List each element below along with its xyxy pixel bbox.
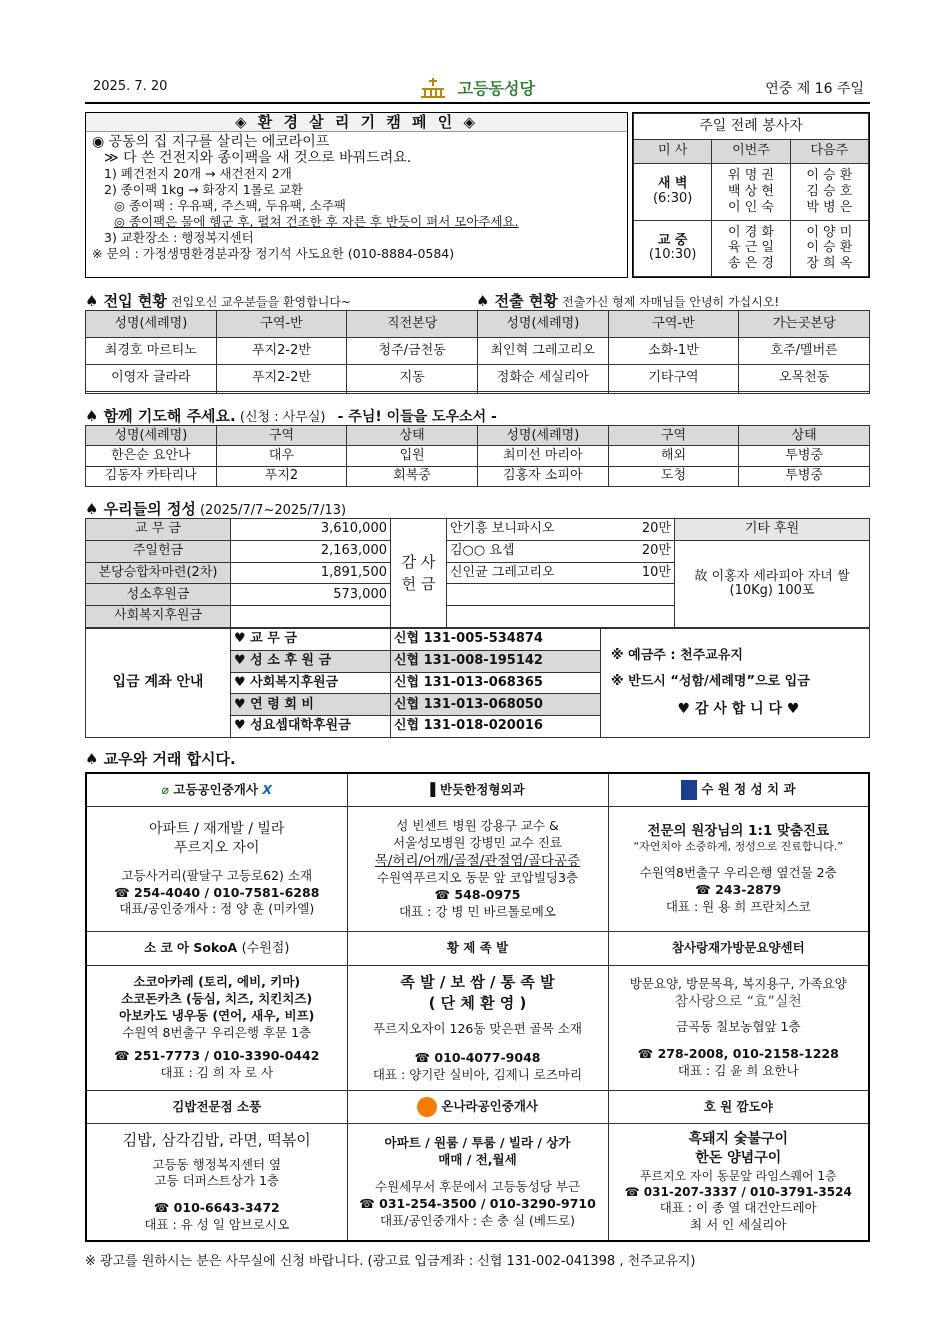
account-fund-name: ♥ 성 소 후 원 금 bbox=[231, 650, 391, 672]
offering-amount: 1,891,500 bbox=[231, 562, 391, 584]
ad-line: 대표 : 유 성 일 암브로시오 bbox=[144, 1217, 290, 1233]
ad-line: 성 빈센트 병원 강용구 교수 & bbox=[396, 817, 559, 833]
dental-logo-icon bbox=[681, 780, 697, 800]
server-name: 박 병 은 bbox=[806, 199, 853, 215]
ad-body bbox=[86, 806, 347, 931]
church-icon bbox=[420, 78, 446, 102]
ad-body bbox=[347, 1124, 608, 1241]
table-row bbox=[86, 446, 870, 466]
campaign-line: ◎ 종이팩 : 우유팩, 주스팩, 두유팩, 소주팩 bbox=[114, 198, 347, 213]
offering-label: 교 무 금 bbox=[86, 519, 231, 541]
ad-name: 참사랑재가방문요양센터 bbox=[608, 932, 869, 965]
cell: 최인혁 그레고리오 bbox=[477, 338, 608, 365]
ad-name-text: 소 코 아 SokoA bbox=[144, 939, 238, 955]
ad-line: 최 서 인 세실리아 bbox=[690, 1217, 787, 1233]
server-name: 이 경 화 bbox=[728, 224, 774, 240]
donor-name: 안기흥 보니파시오 bbox=[450, 521, 555, 537]
ad-line: 푸르지오자이 126동 맞은편 골목 소재 bbox=[373, 1020, 582, 1036]
cell: 정화순 세실리아 bbox=[477, 365, 608, 392]
prayer-request-note: (신청 : 사무실) bbox=[239, 410, 326, 425]
ad-line: 고등사거리(팔달구 고등로62) 소재 bbox=[121, 867, 313, 883]
cell: 푸지2-2반 bbox=[216, 338, 347, 365]
thanks-note: ♥ 감 사 합 니 다 ♥ bbox=[677, 701, 800, 717]
account-guide-label: 입금 계좌 안내 bbox=[86, 629, 231, 738]
offering-heading bbox=[85, 498, 870, 519]
campaign-line: ◉ 공동의 집 지구를 살리는 에코라이프 bbox=[92, 134, 330, 150]
mass-name: 새 벽 bbox=[657, 176, 688, 192]
server-name: 이 양 미 bbox=[806, 224, 853, 240]
account-number: 신협 131-018-020016 bbox=[391, 716, 601, 738]
donor-name: 김○○ 요셉 bbox=[450, 543, 515, 559]
ad-body bbox=[86, 1124, 347, 1241]
account-number: 신협 131-013-068050 bbox=[391, 694, 601, 716]
offering-title: ♠ 우리들의 정성 bbox=[85, 500, 196, 518]
servers-row bbox=[634, 220, 869, 277]
offering-amount: 3,610,000 bbox=[231, 519, 391, 541]
ad-name: 김밥전문점 소풍 bbox=[86, 1091, 347, 1124]
mass-time: (10:30) bbox=[648, 247, 697, 263]
leaf-icon: ⌀ bbox=[161, 781, 170, 797]
ad-line: ☎ 031-254-3500 / 010-3290-9710 bbox=[359, 1195, 596, 1211]
mass-time: (6:30) bbox=[652, 190, 693, 206]
col-header: 성명(세례명) bbox=[86, 311, 217, 338]
cell: 해외 bbox=[608, 446, 739, 466]
campaign-line: 3) 교환장소 : 행정복지센터 bbox=[104, 230, 254, 245]
ad-line: 서울성모병원 강병민 교수 진료 bbox=[393, 834, 562, 850]
account-fund-name: ♥ 성요셉대학후원금 bbox=[231, 716, 391, 738]
ads-title: ♠ 교우와 거래 합시다. bbox=[85, 750, 236, 768]
cell: 청주/금천동 bbox=[347, 338, 478, 365]
donor-amount: 20만 bbox=[641, 543, 671, 559]
cell: 푸지2-2반 bbox=[216, 365, 347, 392]
ad-line: 참사랑으로 “효”실천 bbox=[674, 993, 802, 1010]
move-table bbox=[85, 310, 870, 394]
col-header: 가는곳본당 bbox=[739, 311, 870, 338]
ad-line: ☎ 254-4040 / 010-7581-6288 bbox=[114, 884, 320, 900]
ad-line: 금곡동 칠보농협앞 1층 bbox=[675, 1019, 801, 1035]
cell: 대우 bbox=[216, 446, 347, 466]
ad-line: ☎ 278-2008, 010-2158-1228 bbox=[637, 1046, 839, 1062]
ad-line: ☎ 031-207-3337 / 010-3791-3524 bbox=[624, 1185, 852, 1200]
cell: 한은순 요안나 bbox=[86, 446, 217, 466]
ad-line: 대표 : 양기란 실비아, 김제니 로즈마리 bbox=[372, 1066, 583, 1082]
ad-body bbox=[86, 965, 347, 1090]
cell: 지동 bbox=[347, 365, 478, 392]
server-name: 이 인 숙 bbox=[728, 199, 774, 215]
server-name: 이 승 환 bbox=[806, 168, 853, 184]
prayer-title: ♠ 함께 기도해 주세요. bbox=[85, 407, 236, 425]
ad-line: ☎ 243-2879 bbox=[695, 882, 782, 898]
donor-amount: 10만 bbox=[641, 564, 671, 580]
ad-line: 전문의 원장님의 1:1 맞춤진료 bbox=[647, 823, 830, 840]
offering-amount bbox=[231, 606, 391, 628]
ad-line: 대표 : 김 희 자 로 사 bbox=[160, 1064, 274, 1080]
moveout-title: ♠ 전출 현황 bbox=[476, 292, 558, 310]
server-name: 육 근 일 bbox=[728, 240, 774, 256]
col-header: 구역 bbox=[216, 426, 347, 446]
server-name: 백 상 현 bbox=[728, 183, 774, 199]
ad-name bbox=[347, 1091, 608, 1124]
thanks-offering-label: 감 사 헌 금 bbox=[391, 519, 447, 628]
ad-line: 흑돼지 숯불구이 bbox=[688, 1131, 789, 1148]
cell: 투병중 bbox=[739, 446, 870, 466]
moveout-subtitle: 전출가신 형제 자매님들 안녕히 가십시오! bbox=[562, 295, 780, 309]
servers-row bbox=[634, 164, 869, 221]
ad-line: 고등 더퍼스트상가 1층 bbox=[154, 1173, 280, 1189]
ad-line: 아보카도 냉우동 (연어, 새우, 비프) bbox=[119, 1007, 315, 1023]
movein-title: ♠ 전입 현황 bbox=[85, 292, 167, 310]
table-row bbox=[86, 365, 870, 392]
ad-branch: (수원점) bbox=[241, 940, 290, 956]
col-header: 구역-반 bbox=[216, 311, 347, 338]
ad-line: 소코돈카츠 (등심, 치즈, 치킨치즈) bbox=[121, 991, 313, 1007]
servers-col-this: 이번주 bbox=[712, 140, 790, 164]
table-row bbox=[86, 392, 870, 394]
server-name: 장 희 옥 bbox=[806, 256, 853, 272]
ad-line: 족 발 / 보 쌈 / 통 족 발 bbox=[400, 973, 555, 992]
ad-name-text: 고등공인중개사 bbox=[173, 781, 258, 797]
col-header: 성명(세례명) bbox=[86, 426, 217, 446]
ad-line: 한돈 양념구이 bbox=[695, 1150, 782, 1167]
ad-line: 매매 / 전,월세 bbox=[438, 1151, 517, 1167]
campaign-title: ◈ 환 경 살 리 기 캠 페 인 ◈ bbox=[86, 113, 627, 132]
account-number: 신협 131-005-534874 bbox=[391, 629, 601, 651]
donor-amount: 20만 bbox=[641, 521, 671, 537]
deposit-name-note: ※ 반드시 “성함/세례명”으로 입금 bbox=[611, 674, 810, 689]
col-header: 직전본당 bbox=[347, 311, 478, 338]
ad-name bbox=[608, 773, 869, 806]
table-row bbox=[86, 466, 870, 486]
offering-label: 주일헌금 bbox=[86, 540, 231, 562]
ad-name-text: 수 원 정 성 치 과 bbox=[701, 781, 796, 797]
environment-campaign-box bbox=[85, 112, 628, 278]
campaign-line: 2) 종이팩 1kg → 화장지 1롤로 교환 bbox=[104, 182, 303, 197]
ad-name bbox=[86, 773, 347, 806]
cell: 기타구역 bbox=[608, 365, 739, 392]
account-guide-table bbox=[85, 628, 870, 738]
col-header: 상태 bbox=[347, 426, 478, 446]
liturgical-week: 연중 제 16 주일 bbox=[765, 81, 864, 97]
offering-amount: 573,000 bbox=[231, 584, 391, 606]
offering-label: 사회복지후원금 bbox=[86, 606, 231, 628]
account-fund-name: ♥ 연 령 회 비 bbox=[231, 694, 391, 716]
ad-name-text: 호 원 깜도야 bbox=[703, 1098, 773, 1114]
moveout-heading bbox=[476, 290, 870, 311]
ad-line: ☎ 251-7773 / 010-3390-0442 bbox=[114, 1047, 320, 1063]
cell: 도청 bbox=[608, 466, 739, 486]
col-header: 구역 bbox=[608, 426, 739, 446]
cell: 오목천동 bbox=[739, 365, 870, 392]
ad-line: 대표 : 이 종 열 대건안드레아 bbox=[659, 1200, 817, 1216]
ad-line: 대표/공인중개사 : 정 양 훈 (미카엘) bbox=[119, 901, 315, 917]
ad-line: ☎ 010-4077-9048 bbox=[414, 1049, 541, 1065]
col-header: 구역-반 bbox=[608, 311, 739, 338]
server-name: 송 은 경 bbox=[728, 256, 774, 272]
campaign-line: 1) 폐건전지 20개 → 새건전지 2개 bbox=[104, 166, 292, 181]
ads-footer-note: ※ 광고를 원하시는 분은 사무실에 신청 바랍니다. (광고료 입금계좌 : 신협 131-002-041398 , 천주교유지) bbox=[85, 1254, 696, 1269]
ad-line: 수원역8번출구 우리은행 옆건물 2층 bbox=[639, 865, 837, 881]
ad-name bbox=[347, 773, 608, 806]
ad-line: 대표/공인중개사 : 손 충 실 (베드로) bbox=[379, 1212, 576, 1228]
other-support-text: 故 이홍자 세라피아 자녀 쌀(10Kg) 100포 bbox=[675, 540, 870, 627]
donor-name: 신인균 그레고리오 bbox=[450, 564, 555, 580]
servers-col-mass: 미 사 bbox=[634, 140, 712, 164]
col-header: 성명(세례명) bbox=[477, 426, 608, 446]
prayer-table bbox=[85, 425, 870, 487]
cell: 푸지2 bbox=[216, 466, 347, 486]
server-name: 이 승 환 bbox=[806, 240, 853, 256]
cell: 투병중 bbox=[739, 466, 870, 486]
ad-line: ( 단 체 환 영 ) bbox=[428, 993, 527, 1012]
ad-line: “자연치아 소중하게, 정성으로 진료합니다.” bbox=[633, 840, 844, 854]
ad-line: 목/허리/어깨/골절/관절염/골다공증 bbox=[374, 852, 581, 869]
offering-table bbox=[85, 518, 870, 628]
campaign-line: ≫ 다 쓴 건전지와 종이팩을 새 것으로 바꿔드려요. bbox=[104, 150, 412, 166]
servers-col-next: 다음주 bbox=[790, 140, 868, 164]
server-name: 위 명 권 bbox=[728, 168, 774, 184]
ad-line: 푸르지오 자이 동문앞 라임스퀘어 1층 bbox=[639, 1169, 837, 1184]
ad-name-text: 반듯한정형외과 bbox=[440, 781, 525, 797]
liturgy-servers-box bbox=[632, 112, 870, 278]
cell: 최미선 마리아 bbox=[477, 446, 608, 466]
ad-name bbox=[86, 932, 347, 965]
ad-line: 대표 : 강 병 민 바르톨로메오 bbox=[399, 903, 556, 919]
ad-body bbox=[608, 965, 869, 1090]
parish-name: 고등동성당 bbox=[457, 79, 535, 98]
ad-line: 김밥, 삼각김밥, 라면, 떡볶이 bbox=[122, 1131, 311, 1150]
ads-grid bbox=[85, 772, 870, 1242]
cell: 회복중 bbox=[347, 466, 478, 486]
col-header: 성명(세례명) bbox=[477, 311, 608, 338]
cell: 최경호 마르티노 bbox=[86, 338, 217, 365]
offering-label: 본당승합차마련(2차) bbox=[86, 562, 231, 584]
ad-line: 아파트 / 원룸 / 투룸 / 빌라 / 상가 bbox=[384, 1135, 571, 1151]
ad-line: 수원세무서 후문에서 고등동성당 부근 bbox=[374, 1178, 581, 1194]
cell: 이영자 글라라 bbox=[86, 365, 217, 392]
prayer-heading bbox=[85, 405, 870, 426]
table-row bbox=[86, 338, 870, 365]
ad-line: ☎ 010-6643-3472 bbox=[153, 1200, 280, 1216]
ad-name bbox=[608, 1091, 869, 1124]
other-support-title: 기타 후원 bbox=[675, 519, 870, 541]
ad-line: 소코아카레 (토리, 에비, 키마) bbox=[133, 974, 301, 990]
offering-period: (2025/7/7~2025/7/13) bbox=[199, 503, 347, 518]
ad-body bbox=[347, 965, 608, 1090]
offering-amount: 2,163,000 bbox=[231, 540, 391, 562]
account-fund-name: ♥ 사회복지후원금 bbox=[231, 672, 391, 694]
campaign-line: ◎ 종이팩은 물에 헹군 후, 펼쳐 건조한 후 자른 후 반듯이 펴서 모아주세요. bbox=[114, 214, 519, 229]
account-fund-name: ♥ 교 무 금 bbox=[231, 629, 391, 651]
bulletin-date: 2025. 7. 20 bbox=[93, 79, 168, 94]
ad-body bbox=[608, 1124, 869, 1241]
bulletin-header bbox=[85, 74, 870, 104]
servers-title: 주일 전례 봉사자 bbox=[634, 114, 869, 140]
mass-name: 교 중 bbox=[657, 232, 688, 248]
server-name: 김 승 호 bbox=[806, 183, 853, 199]
account-holder-note: ※ 예금주 : 천주교유지 bbox=[611, 648, 743, 663]
cell: 입원 bbox=[347, 446, 478, 466]
ad-line: 아파트 / 재개발 / 빌라 bbox=[149, 820, 285, 837]
account-number: 신협 131-013-068365 bbox=[391, 672, 601, 694]
ad-line: ☎ 548-0975 bbox=[434, 886, 521, 902]
ad-line: 수원역푸르지오 동문 앞 코압빌딩3층 bbox=[377, 869, 578, 885]
movein-heading bbox=[85, 290, 477, 311]
movein-subtitle: 전입오신 교우분들을 환영합니다~ bbox=[171, 295, 351, 309]
parish-name-block bbox=[85, 76, 870, 102]
col-header: 상태 bbox=[739, 426, 870, 446]
ad-body bbox=[608, 806, 869, 931]
ad-line: 대표 : 원 용 희 프란치스코 bbox=[665, 899, 811, 915]
ad-line: 수원역 8번출구 우리은행 후문 1층 bbox=[122, 1024, 312, 1040]
prayer-subtitle: - 주님! 이들을 도우소서 - bbox=[337, 409, 497, 425]
cell: 김홍자 소피아 bbox=[477, 466, 608, 486]
offering-label: 성소후원금 bbox=[86, 584, 231, 606]
cell: 김동자 카타리나 bbox=[86, 466, 217, 486]
account-number: 신협 131-008-195142 bbox=[391, 650, 601, 672]
sun-logo-icon bbox=[417, 1097, 437, 1117]
ad-line: 대표 : 김 윤 희 요한나 bbox=[677, 1063, 799, 1079]
ad-body bbox=[347, 806, 608, 931]
realestate-logo-icon: X bbox=[262, 781, 272, 797]
ad-name-text: 온나라공인중개사 bbox=[441, 1098, 538, 1114]
cell: 소화-1반 bbox=[608, 338, 739, 365]
ad-line: 푸르지오 자이 bbox=[173, 839, 260, 856]
campaign-contact: ※ 문의 : 가정생명환경분과장 정기석 사도요한 (010-8884-0584) bbox=[92, 246, 455, 261]
ad-name: 황 제 족 발 bbox=[347, 932, 608, 965]
ad-line: 방문요양, 방문목욕, 복지용구, 가족요양 bbox=[629, 975, 847, 991]
ad-line: 고등동 행정복지센터 옆 bbox=[152, 1156, 282, 1172]
cell: 호주/멜버른 bbox=[739, 338, 870, 365]
clinic-logo-icon: ▌ bbox=[430, 781, 441, 797]
